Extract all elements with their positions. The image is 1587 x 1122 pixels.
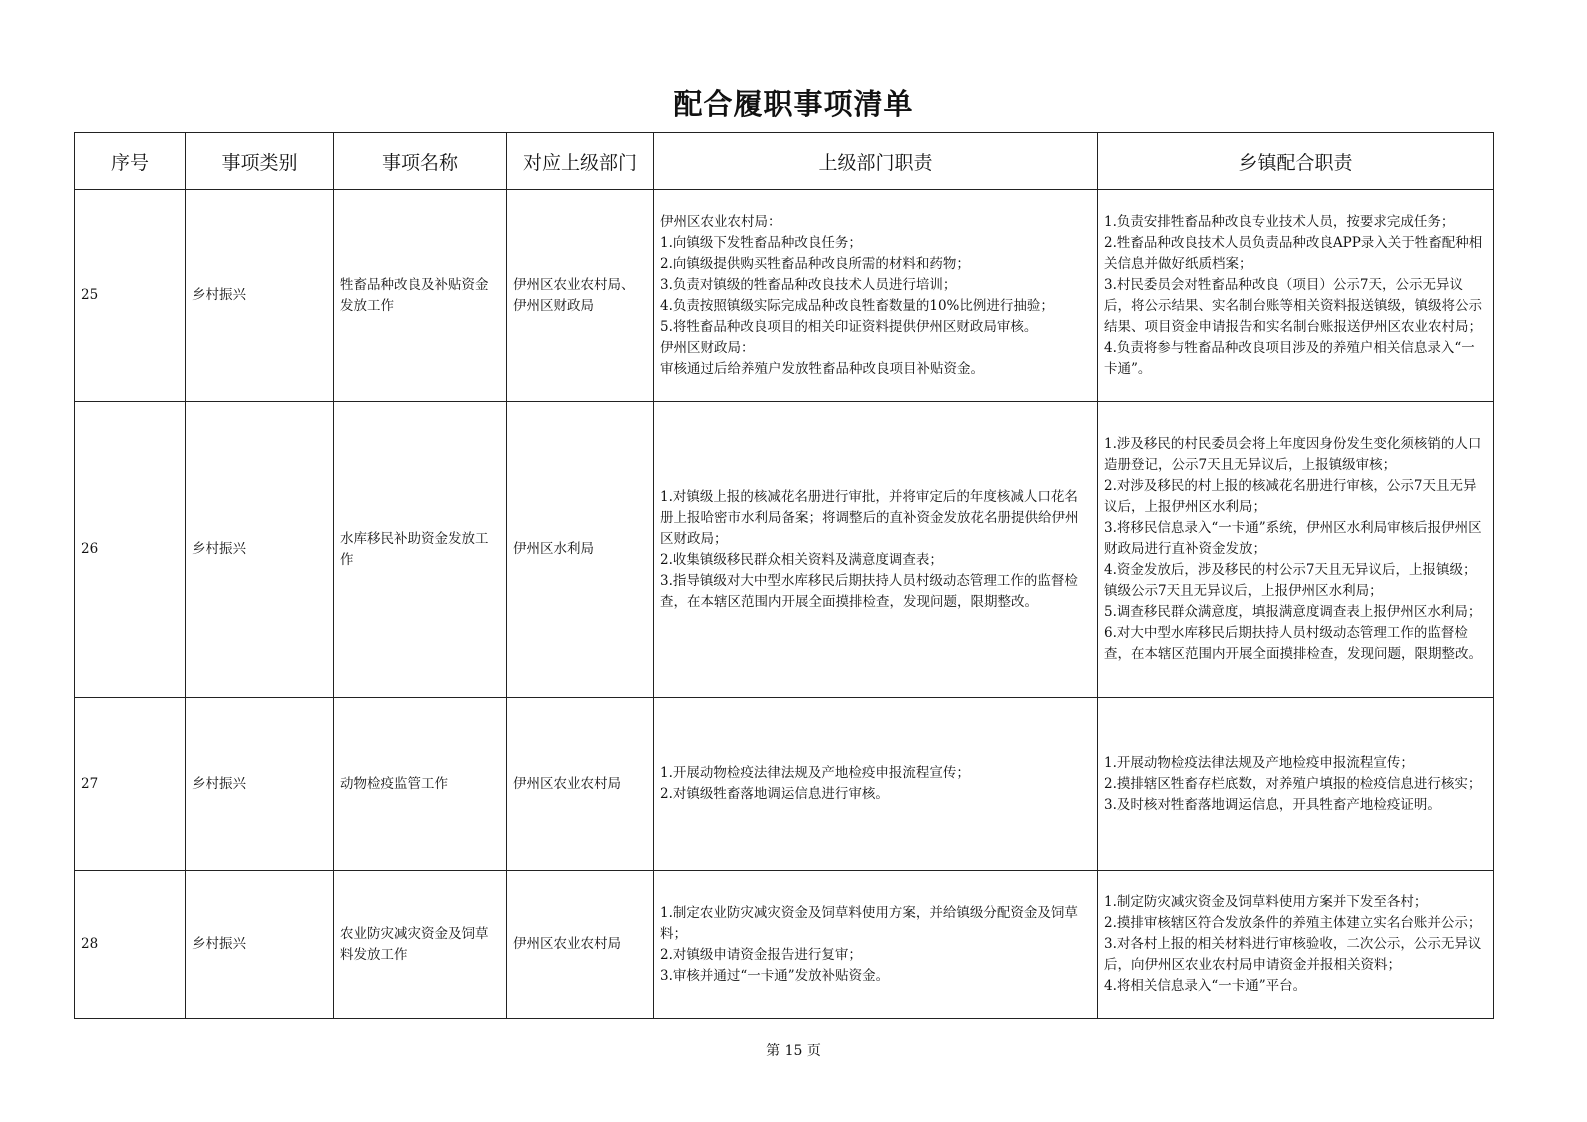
cell-category: 乡村振兴 [186,871,334,1019]
duty-table [74,132,1494,1019]
cell-serial: 26 [75,402,186,698]
cell-category: 乡村振兴 [186,402,334,698]
cell-item-name: 水库移民补助资金发放工作 [334,402,507,698]
cell-superior-duty: 1.制定农业防灾减灾资金及饲草料使用方案，并给镇级分配资金及饲草料； 2.对镇级申请资金报告进行复审； 3.审核并通过“一卡通”发放补贴资金。 [654,871,1098,1019]
cell-serial: 27 [75,698,186,871]
page-number: 第 15 页 [766,1043,821,1059]
cell-superior-duty: 1.对镇级上报的核减花名册进行审批，并将审定后的年度核减人口花名册上报哈密市水利局备案；将调整后的直补资金发放花名册提供给伊州区财政局； 2.收集镇级移民群众相关资料及满意度调查表； 3.指导镇级对大中型水库移民后期扶持人员村级动态管理工作的监督检查，在本辖区范围内开展全面摸排检查，发现问题，限期整改。 [654,402,1098,698]
cell-township-duty: 1.涉及移民的村民委员会将上年度因身份发生变化须核销的人口造册登记，公示7天且无异议后，上报镇级审核； 2.对涉及移民的村上报的核减花名册进行审核，公示7天且无异议后，上报伊州区水利局； 3.将移民信息录入“一卡通”系统，伊州区水利局审核后报伊州区财政局进行直补资金发放； 4.资金发放后，涉及移民的村公示7天且无异议后，上报镇级；镇级公示7天且无异议后，上报伊州区水利局； 5.调查移民群众满意度，填报满意度调查表上报伊州区水利局； 6.对大中型水库移民后期扶持人员村级动态管理工作的监督检查，在本辖区范围内开展全面摸排检查，发现问题，限期整改。 [1098,402,1494,698]
header-serial: 序号 [75,133,186,190]
cell-serial: 28 [75,871,186,1019]
header-superior-duty: 上级部门职责 [654,133,1098,190]
cell-superior-dept: 伊州区水利局 [507,402,654,698]
cell-superior-duty: 1.开展动物检疫法律法规及产地检疫申报流程宣传； 2.对镇级牲畜落地调运信息进行审核。 [654,698,1098,871]
cell-category: 乡村振兴 [186,190,334,402]
table-row [75,871,1494,1019]
table-header-row [75,133,1494,190]
table-row [75,190,1494,402]
cell-item-name: 动物检疫监管工作 [334,698,507,871]
cell-township-duty: 1.开展动物检疫法律法规及产地检疫申报流程宣传； 2.摸排辖区牲畜存栏底数，对养殖户填报的检疫信息进行核实； 3.及时核对牲畜落地调运信息，开具牲畜产地检疫证明。 [1098,698,1494,871]
cell-serial: 25 [75,190,186,402]
header-category: 事项类别 [186,133,334,190]
header-township-duty: 乡镇配合职责 [1098,133,1494,190]
cell-item-name: 农业防灾减灾资金及饲草料发放工作 [334,871,507,1019]
cell-superior-dept: 伊州区农业农村局 [507,871,654,1019]
cell-superior-dept: 伊州区农业农村局 [507,698,654,871]
table-row [75,402,1494,698]
cell-superior-dept: 伊州区农业农村局、伊州区财政局 [507,190,654,402]
header-item-name: 事项名称 [334,133,507,190]
page-title: 配合履职事项清单 [673,87,914,121]
header-superior-dept: 对应上级部门 [507,133,654,190]
cell-item-name: 牲畜品种改良及补贴资金发放工作 [334,190,507,402]
cell-township-duty: 1.负责安排牲畜品种改良专业技术人员，按要求完成任务； 2.牲畜品种改良技术人员负责品种改良APP录入关于牲畜配种相关信息并做好纸质档案； 3.村民委员会对牲畜品种改良（项目）公示7天，公示无异议后，将公示结果、实名制台账等相关资料报送镇级，镇级将公示结果、项目资金申请报告和实名制台账报送伊州区农业农村局； 4.负责将参与牲畜品种改良项目涉及的养殖户相关信息录入“一卡通”。 [1098,190,1494,402]
cell-township-duty: 1.制定防灾减灾资金及饲草料使用方案并下发至各村； 2.摸排审核辖区符合发放条件的养殖主体建立实名台账并公示； 3.对各村上报的相关材料进行审核验收，二次公示，公示无异议后，向伊州区农业农村局申请资金并报相关资料； 4.将相关信息录入“一卡通”平台。 [1098,871,1494,1019]
cell-superior-duty: 伊州区农业农村局： 1.向镇级下发牲畜品种改良任务； 2.向镇级提供购买牲畜品种改良所需的材料和药物； 3.负责对镇级的牲畜品种改良技术人员进行培训； 4.负责按照镇级实际完成品种改良牲畜数量的10%比例进行抽验； 5.将牲畜品种改良项目的相关印证资料提供伊州区财政局审核。 伊州区财政局： 审核通过后给养殖户发放牲畜品种改良项目补贴资金。 [654,190,1098,402]
table-row [75,698,1494,871]
cell-category: 乡村振兴 [186,698,334,871]
